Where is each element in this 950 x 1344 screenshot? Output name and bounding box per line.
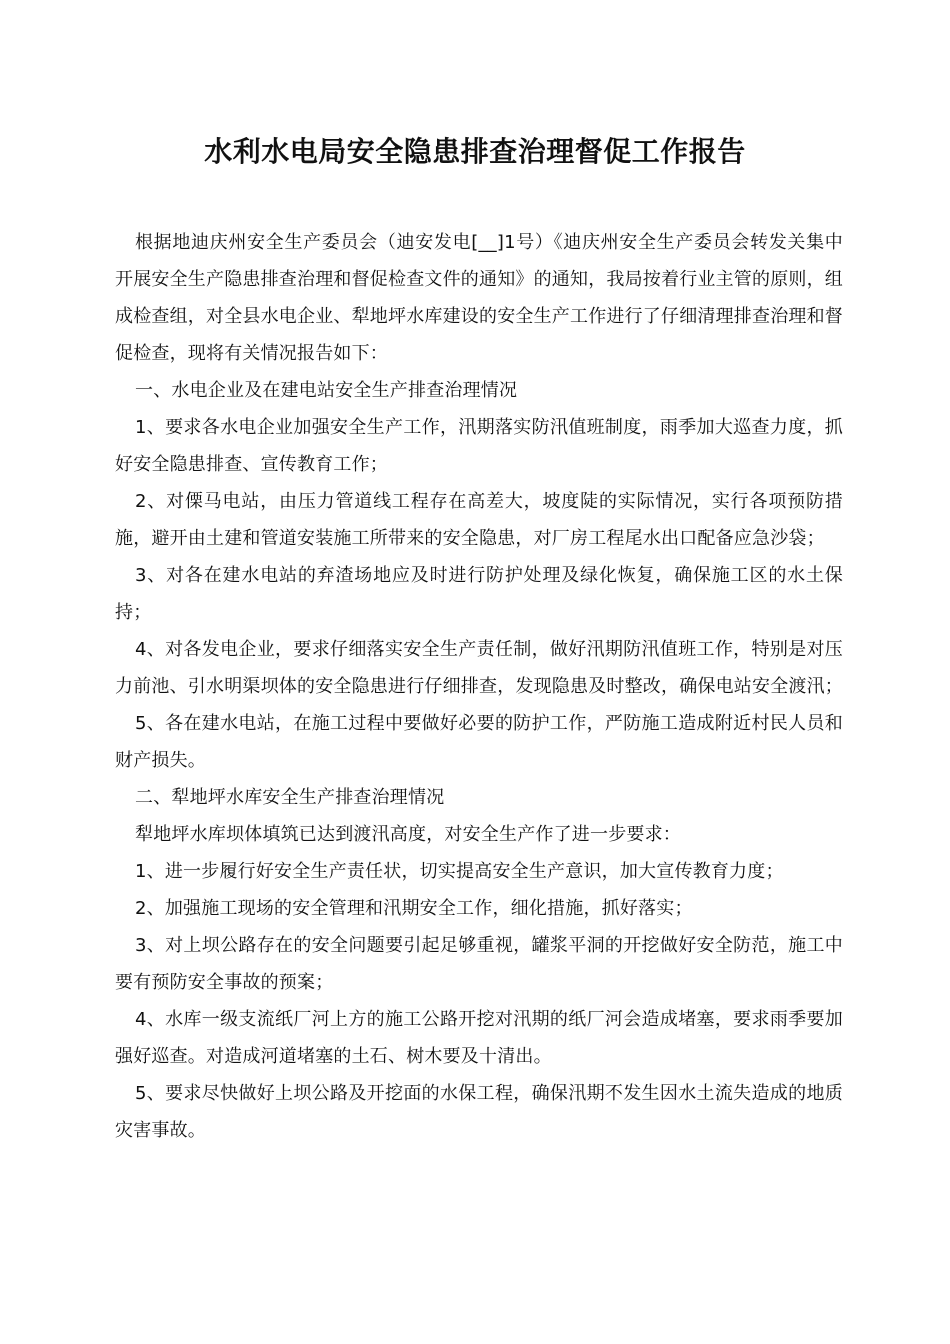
reservoir-item-3: 3、对上坝公路存在的安全问题要引起足够重视，罐浆平洞的开挖做好安全防范，施工中要有预防安全事故的预案； xyxy=(115,935,843,993)
section-heading-hydropower: 一、水电企业及在建电站安全生产排查治理情况 xyxy=(135,380,518,401)
hydropower-item-4: 4、对各发电企业，要求仔细落实安全生产责任制，做好汛期防汛值班工作，特别是对压力前池、引水明渠坝体的安全隐患进行仔细排查，发现隐患及时整改，确保电站安全渡汛； xyxy=(115,639,843,697)
reservoir-intro: 犁地坪水库坝体填筑已达到渡汛高度，对安全生产作了进一步要求： xyxy=(135,824,681,845)
section-heading-reservoir: 二、犁地坪水库安全生产排查治理情况 xyxy=(135,787,445,808)
reservoir-item-1: 1、进一步履行好安全生产责任状，切实提高安全生产意识，加大宣传教育力度； xyxy=(135,861,784,882)
intro-paragraph: 根据地迪庆州安全生产委员会（迪安发电[__]1号）《迪庆州安全生产委员会转发关集中开展安全生产隐患排查治理和督促检查文件的通知》的通知，我局按着行业主管的原则，组成检查组，对全县水电企业、犁地坪水库建设的安全生产工作进行了仔细清理排查治理和督促检查，现将有关情况报告如下： xyxy=(115,232,843,364)
reservoir-item-5: 5、要求尽快做好上坝公路及开挖面的水保工程，确保汛期不发生因水土流失造成的地质灾害事故。 xyxy=(115,1083,843,1141)
document-title: 水利水电局安全隐患排查治理督促工作报告 xyxy=(204,135,746,168)
hydropower-item-5: 5、各在建水电站，在施工过程中要做好必要的防护工作，严防施工造成附近村民人员和财产损失。 xyxy=(115,713,843,771)
hydropower-item-3: 3、对各在建水电站的弃渣场地应及时进行防护处理及绿化恢复，确保施工区的水土保持； xyxy=(115,565,843,623)
document-body xyxy=(115,224,843,1149)
hydropower-item-2: 2、对傈马电站，由压力管道线工程存在高差大，坡度陡的实际情况，实行各项预防措施，避开由土建和管道安装施工所带来的安全隐患，对厂房工程尾水出口配备应急沙袋； xyxy=(115,491,843,549)
reservoir-item-4: 4、水库一级支流纸厂河上方的施工公路开挖对汛期的纸厂河会造成堵塞，要求雨季要加强好巡查。对造成河道堵塞的土石、树木要及十清出。 xyxy=(115,1009,843,1067)
hydropower-item-1: 1、要求各水电企业加强安全生产工作，汛期落实防汛值班制度，雨季加大巡查力度，抓好安全隐患排查、宣传教育工作； xyxy=(115,417,843,475)
reservoir-item-2: 2、加强施工现场的安全管理和汛期安全工作，细化措施，抓好落实； xyxy=(135,898,693,919)
